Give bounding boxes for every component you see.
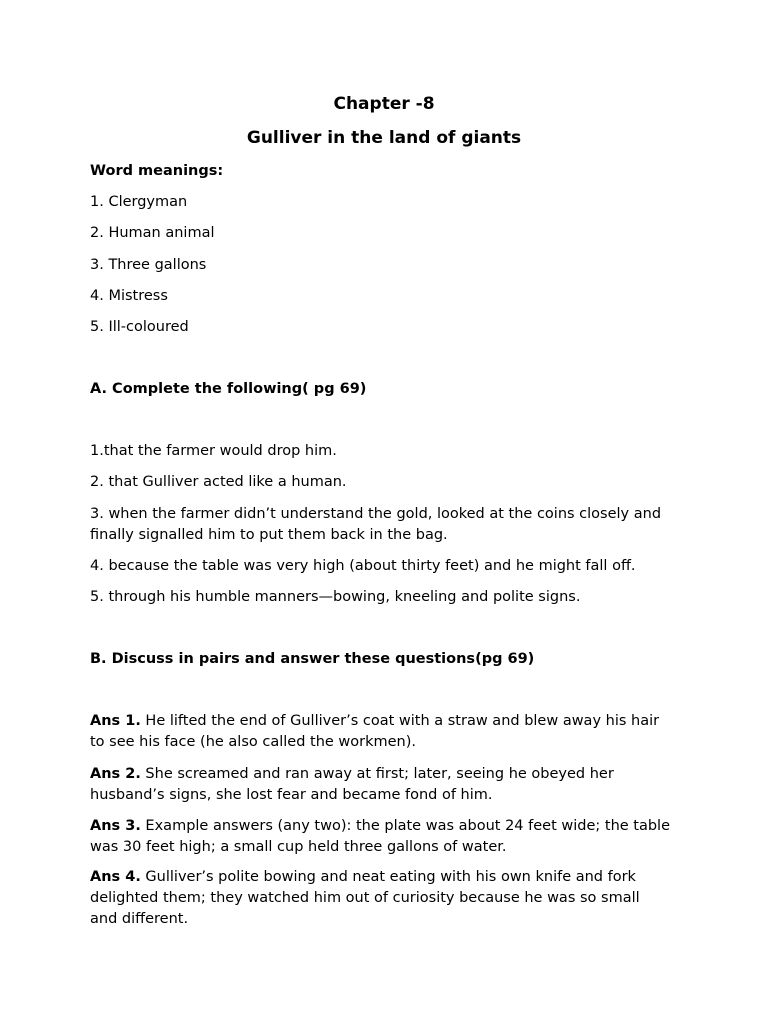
section-a-item: 2. that Gulliver acted like a human. xyxy=(90,474,347,490)
answer-label: Ans 2. xyxy=(90,766,141,782)
answer-text: He lifted the end of Gulliver’s coat with a straw and blew away his hair to see his face (he also called the workmen). xyxy=(90,713,660,750)
section-a-heading: A. Complete the following( pg 69) xyxy=(90,381,367,397)
answer-text: Example answers (any two): the plate was about 24 feet wide; the table was 30 feet high; a small cup held three gallons of water. xyxy=(90,818,671,855)
word-meaning-item: 3. Three gallons xyxy=(90,257,207,273)
answer-label: Ans 3. xyxy=(90,818,141,834)
answer-text: She screamed and ran away at first; later, seeing he obeyed her husband’s signs, she lost fear and became fond of him. xyxy=(90,766,614,803)
section-a-item: 3. when the farmer didn’t understand the gold, looked at the coins closely and finally signalled him to put them back in the bag. xyxy=(90,506,662,543)
section-a-item: 5. through his humble manners—bowing, kneeling and polite signs. xyxy=(90,589,581,605)
answer-item xyxy=(90,867,670,930)
section-b-heading: B. Discuss in pairs and answer these questions(pg 69) xyxy=(90,651,535,667)
word-meaning-item: 1. Clergyman xyxy=(90,194,188,210)
section-a-item: 1.that the farmer would drop him. xyxy=(90,443,337,459)
word-meaning-item: 4. Mistress xyxy=(90,288,168,304)
answer-text: Gulliver’s polite bowing and neat eating with his own knife and fork delighted them; they watched him out of curiosity because he was so small and different. xyxy=(90,869,640,927)
word-meaning-item: 5. Ill-coloured xyxy=(90,319,189,335)
answer-item xyxy=(90,764,670,806)
section-a-item: 4. because the table was very high (about thirty feet) and he might fall off. xyxy=(90,558,636,574)
answer-item xyxy=(90,816,670,858)
answer-label: Ans 4. xyxy=(90,869,141,885)
chapter-heading: Chapter -8 xyxy=(333,94,435,114)
answer-item xyxy=(90,711,670,753)
page-title: Gulliver in the land of giants xyxy=(246,128,522,148)
answer-label: Ans 1. xyxy=(90,713,141,729)
word-meaning-item: 2. Human animal xyxy=(90,225,215,241)
word-meanings-heading: Word meanings: xyxy=(90,163,224,179)
